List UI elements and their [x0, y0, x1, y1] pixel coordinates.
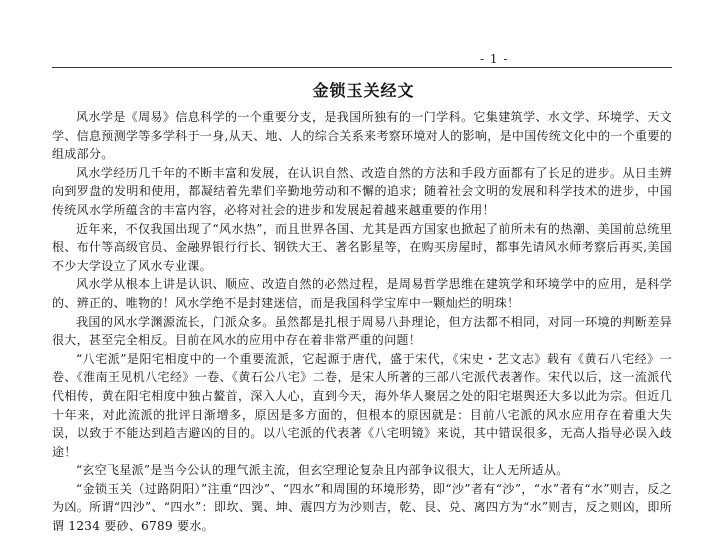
page-number: - 1 - [480, 52, 509, 66]
paragraph: “金锁玉关（过路阴阳）”注重“四沙”、“四水”和周围的环境形势，即“沙”者有“沙”，“水”者有“水”则吉，反之为凶。所谓“四沙”、“四水”：即坎、巽、坤、震四方为沙则吉，乾、艮、兑、离四方为“水”则吉，反之则凶，即所谓 1234 要砂、6789 要水。 [52, 481, 672, 534]
paragraph: 风水学是《周易》信息科学的一个重要分支，是我国所独有的一门学科。它集建筑学、水文学、环境学、天文学、信息预测学等多学科于一身,从天、地、人的综合关系来考察环境对人的影响，是中国传统文化中的一个重要的组成部分。 [52, 110, 672, 162]
paragraph: 风水学经历几千年的不断丰富和发展，在认识自然、改造自然的方法和手段方面都有了长足的进步。从日圭辨向到罗盘的发明和使用，都凝结着先辈们辛勤地劳动和不懈的追求；随着社会文明的发展和科学技术的进步，中国传统风水学所蕴含的丰富内容，必将对社会的进步和发展起着越来越重要的作用！ [52, 165, 672, 217]
paragraph: 风水学从根本上讲是认识、顺应、改造自然的必然过程，是周易哲学思维在建筑学和环境学中的应用，是科学的、辨正的、唯物的！风水学绝不是封建迷信，而是我国科学宝库中一颗灿烂的明珠！ [52, 277, 672, 310]
header-rule [52, 67, 672, 68]
paragraph: “玄空飞星派”是当今公认的理气派主流，但玄空理论复杂且内部争议很大，让人无所适从。 [76, 463, 569, 478]
document-body [52, 108, 672, 536]
document-title: 金锁玉关经文 [312, 81, 415, 100]
paragraph: 我国的风水学渊源流长，门派众多。虽然都是扎根于周易八卦理论，但方法都不相同，对同一环境的判断差异很大，甚至完全相反。目前在风水的应用中存在着非常严重的问题！ [52, 314, 672, 348]
paragraph: 近年来，不仅我国出现了“风水热”，而且世界各国、尤其是西方国家也掀起了前所未有的热潮、美国前总统里根、布什等高级官员、金融界银行行长、钢铁大王、著名影星等，在购买房屋时，都事先请风水师考察后再买,美国不少大学设立了风水专业课。 [52, 221, 672, 273]
paragraph: “八宅派”是阳宅相度中的一个重要流派，它起源于唐代，盛于宋代，《宋史・艺文志》载有《黄石八宅经》一卷、《淮南王见机八宅经》一卷、《黄石公八宅》二卷，是宋人所著的三部八宅派代表著作。宋代以后，这一流派代代相传，黄在阳宅相度中独占鳌首，深入人心，直到今天，海外华人聚居之处的阳宅堪舆还大多以此为宗。但近几十年来，对此流派的批评日渐增多，原因是多方面的，但根本的原因就是：目前八宅派的风水应用存在着重大失误，以致于不能达到趋吉避凶的目的。以八宅派的代表著《八宅明镜》来说，其中错误很多，无高人指导必误入歧途！ [52, 351, 672, 459]
